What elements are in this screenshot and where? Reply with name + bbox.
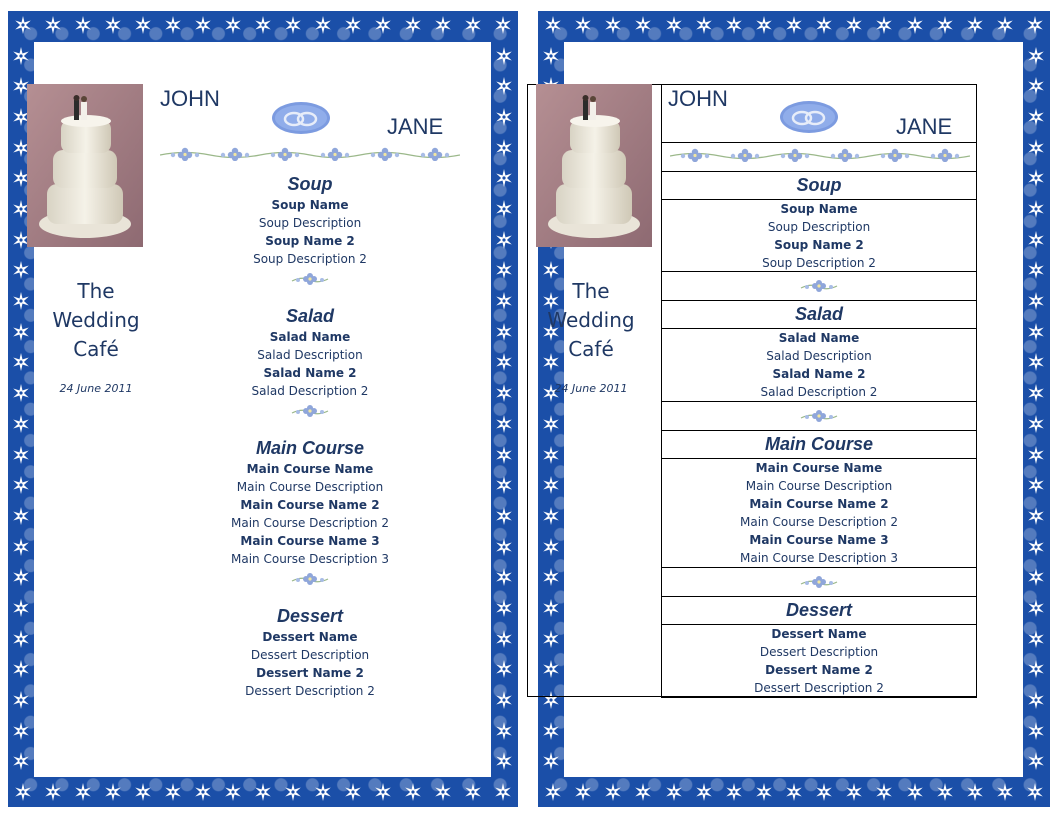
dish-name: Dessert Name 2 [256, 666, 364, 680]
flower-separator [662, 402, 976, 430]
table-cell-section-title [661, 300, 977, 329]
forget-me-not-icon [290, 404, 330, 418]
menu-list-left [160, 172, 460, 700]
star-icon [633, 782, 653, 802]
star-icon [11, 721, 31, 741]
star-icon [494, 260, 514, 280]
dish-description: Main Course Description 2 [231, 516, 389, 530]
dish-name: Soup Name [780, 202, 858, 216]
star-icon [664, 782, 684, 802]
star-icon [814, 782, 834, 802]
star-icon [494, 690, 514, 710]
flower-separator [160, 568, 460, 590]
star-icon [433, 782, 453, 802]
star-icon [724, 15, 744, 35]
star-icon [603, 15, 623, 35]
dish-description: Main Course Description [236, 480, 384, 494]
star-icon [343, 782, 363, 802]
forget-me-not-icon [799, 279, 839, 293]
dish-name: Dessert Name [262, 630, 358, 644]
star-icon [573, 15, 593, 35]
star-icon [1026, 751, 1046, 771]
star-icon [494, 352, 514, 372]
star-icon [494, 721, 514, 741]
section-title: Soup [287, 174, 333, 194]
venue-block [41, 277, 151, 395]
dish-description: Dessert Description [759, 645, 879, 659]
section-title: Salad [285, 306, 335, 326]
flower-separator [662, 272, 976, 300]
star-icon [494, 138, 514, 158]
star-icon [133, 782, 153, 802]
bride-name: JANE [387, 114, 444, 139]
star-icon [283, 782, 303, 802]
star-icon [494, 598, 514, 618]
table-cell-section-title [661, 596, 977, 625]
forget-me-not-icon [290, 272, 330, 286]
star-icon [11, 659, 31, 679]
star-icon [11, 291, 31, 311]
section-title: Main Course [764, 434, 874, 454]
star-icon [133, 15, 153, 35]
star-icon [494, 383, 514, 403]
star-icon [253, 782, 273, 802]
star-icon [573, 782, 593, 802]
dish-name: Salad Name [778, 331, 860, 345]
venue-line-1: The [77, 279, 115, 303]
venue-line-3: Café [568, 337, 614, 361]
star-icon [13, 15, 33, 35]
star-icon [874, 15, 894, 35]
star-icon [543, 15, 563, 35]
dish-name: Main Course Name [246, 462, 374, 476]
forget-me-not-icon [931, 149, 959, 162]
star-icon [193, 15, 213, 35]
star-icon [163, 782, 183, 802]
star-icon [1025, 782, 1045, 802]
star-icon [494, 291, 514, 311]
star-icon [1026, 138, 1046, 158]
star-icon [11, 383, 31, 403]
dish-description: Main Course Description 3 [740, 551, 898, 565]
section-title: Dessert [785, 600, 853, 620]
dish-description: Salad Description [766, 349, 872, 363]
star-icon [494, 751, 514, 771]
star-icon [103, 782, 123, 802]
star-icon [1026, 168, 1046, 188]
star-icon [1026, 445, 1046, 465]
star-icon [1026, 230, 1046, 250]
star-icon [754, 15, 774, 35]
star-icon [784, 782, 804, 802]
flower-separator [160, 268, 460, 290]
star-icon [494, 506, 514, 526]
star-icon [541, 46, 561, 66]
table-cell-separator [661, 271, 977, 301]
table-cell-separator [661, 567, 977, 597]
star-icon [905, 15, 925, 35]
flower-separator [662, 568, 976, 596]
star-icon [11, 445, 31, 465]
star-icon [935, 782, 955, 802]
star-icon [494, 46, 514, 66]
dish-description: Main Course Description [745, 479, 893, 493]
dish-description: Soup Description [767, 220, 871, 234]
dish-name: Salad Name 2 [263, 366, 357, 380]
star-icon [1026, 199, 1046, 219]
star-icon [1026, 291, 1046, 311]
forget-me-not-icon [799, 575, 839, 589]
star-icon [11, 751, 31, 771]
wedding-cake-photo [27, 84, 143, 247]
star-icon [403, 782, 423, 802]
star-icon [541, 751, 561, 771]
star-icon [905, 782, 925, 802]
table-cell-items [661, 328, 977, 402]
star-icon [103, 15, 123, 35]
dish-name: Soup Name [271, 198, 349, 212]
flower-separator [160, 400, 460, 422]
star-icon [814, 15, 834, 35]
star-icon [13, 782, 33, 802]
star-icon [193, 782, 213, 802]
star-icon [1025, 15, 1045, 35]
star-icon [223, 15, 243, 35]
dish-description: Soup Description 2 [762, 256, 876, 270]
dish-name: Main Course Name [755, 461, 883, 475]
forget-me-not-icon [681, 149, 709, 162]
forget-me-not-icon [421, 148, 449, 161]
star-icon [494, 414, 514, 434]
forget-me-not-icon [799, 409, 839, 423]
flower-vine-decoration [160, 147, 460, 161]
dish-description: Dessert Description 2 [245, 684, 375, 698]
dish-description: Dessert Description [250, 648, 370, 662]
dish-name: Dessert Name [771, 627, 867, 641]
forget-me-not-icon [371, 148, 399, 161]
star-icon [463, 782, 483, 802]
star-icon [494, 567, 514, 587]
dish-name: Main Course Name 2 [749, 497, 889, 511]
star-icon [874, 782, 894, 802]
groom-name: JOHN [160, 86, 220, 111]
star-icon [373, 15, 393, 35]
star-icon [493, 782, 513, 802]
event-date: 24 June 2011 [554, 382, 628, 395]
star-icon [343, 15, 363, 35]
star-icon [1026, 629, 1046, 649]
star-icon [1026, 690, 1046, 710]
dish-name: Salad Name 2 [772, 367, 866, 381]
star-icon [73, 15, 93, 35]
forget-me-not-icon [731, 149, 759, 162]
star-icon [313, 782, 333, 802]
forget-me-not-icon [171, 148, 199, 161]
table-cell-items [661, 458, 977, 568]
star-icon [965, 782, 985, 802]
star-icon [11, 567, 31, 587]
venue-block [536, 277, 646, 395]
dish-description: Main Course Description 2 [740, 515, 898, 529]
star-icon [493, 15, 513, 35]
star-icon [43, 15, 63, 35]
star-icon [1026, 352, 1046, 372]
dish-description: Soup Description 2 [253, 252, 367, 266]
star-icon [11, 352, 31, 372]
star-icon [694, 782, 714, 802]
star-icon [494, 199, 514, 219]
wedding-cake-photo [536, 84, 652, 247]
star-icon [223, 782, 243, 802]
dish-name: Salad Name [269, 330, 351, 344]
star-icon [1026, 46, 1046, 66]
star-icon [11, 598, 31, 618]
star-icon [253, 15, 273, 35]
star-icon [1026, 414, 1046, 434]
star-icon [1026, 506, 1046, 526]
star-icon [494, 475, 514, 495]
forget-me-not-icon [271, 148, 299, 161]
star-icon [313, 15, 333, 35]
star-icon [11, 475, 31, 495]
forget-me-not-icon [290, 572, 330, 586]
flower-vine-decoration [670, 148, 970, 162]
wedding-rings-icon [779, 100, 839, 134]
star-icon [11, 629, 31, 649]
star-icon [965, 15, 985, 35]
star-icon [1026, 107, 1046, 127]
star-icon [11, 46, 31, 66]
star-icon [543, 782, 563, 802]
star-icon [11, 260, 31, 280]
star-icon [163, 15, 183, 35]
star-icon [844, 15, 864, 35]
star-icon [494, 76, 514, 96]
star-icon [1026, 475, 1046, 495]
star-icon [73, 782, 93, 802]
star-icon [11, 506, 31, 526]
star-icon [664, 15, 684, 35]
forget-me-not-icon [321, 148, 349, 161]
table-cell-items [661, 199, 977, 272]
star-icon [433, 15, 453, 35]
dish-description: Main Course Description 3 [231, 552, 389, 566]
star-icon [373, 782, 393, 802]
star-icon [1026, 537, 1046, 557]
wedding-rings-icon [271, 101, 331, 135]
star-icon [494, 230, 514, 250]
star-icon [494, 629, 514, 649]
table-cell-separator [661, 401, 977, 431]
star-icon [1026, 721, 1046, 741]
bride-name: JANE [896, 114, 953, 139]
star-icon [1026, 383, 1046, 403]
star-icon [1026, 76, 1046, 96]
table-cell-section-title [661, 430, 977, 459]
dish-name: Soup Name 2 [265, 234, 355, 248]
star-icon [494, 537, 514, 557]
venue-line-2: Wedding [547, 308, 635, 332]
star-icon [43, 782, 63, 802]
star-icon [995, 782, 1015, 802]
star-icon [995, 15, 1015, 35]
venue-line-1: The [572, 279, 610, 303]
star-icon [494, 107, 514, 127]
section-title: Dessert [276, 606, 344, 626]
star-icon [754, 782, 774, 802]
star-icon [1026, 322, 1046, 342]
star-icon [494, 659, 514, 679]
section-title: Main Course [255, 438, 365, 458]
star-icon [1026, 598, 1046, 618]
table-cell-items [661, 624, 977, 698]
dish-name: Soup Name 2 [774, 238, 864, 252]
star-icon [724, 782, 744, 802]
dish-description: Dessert Description 2 [754, 681, 884, 695]
star-icon [633, 15, 653, 35]
star-icon [1026, 659, 1046, 679]
dish-name: Main Course Name 3 [749, 533, 889, 547]
dish-name: Dessert Name 2 [765, 663, 873, 677]
star-icon [784, 15, 804, 35]
star-icon [403, 15, 423, 35]
star-icon [694, 15, 714, 35]
forget-me-not-icon [221, 148, 249, 161]
groom-name: JOHN [668, 86, 728, 111]
dish-name: Main Course Name 2 [240, 498, 380, 512]
venue-line-2: Wedding [52, 308, 140, 332]
star-icon [494, 445, 514, 465]
star-icon [844, 782, 864, 802]
star-icon [11, 414, 31, 434]
star-icon [494, 168, 514, 188]
dish-name: Main Course Name 3 [240, 534, 380, 548]
dish-description: Salad Description [257, 348, 363, 362]
dish-description: Salad Description 2 [251, 384, 369, 398]
star-icon [541, 721, 561, 741]
dish-description: Soup Description [258, 216, 362, 230]
star-icon [463, 15, 483, 35]
star-icon [935, 15, 955, 35]
dish-description: Salad Description 2 [760, 385, 878, 399]
star-icon [11, 690, 31, 710]
star-icon [494, 322, 514, 342]
table-cell-section-title [661, 171, 977, 200]
section-title: Salad [794, 304, 844, 324]
star-icon [283, 15, 303, 35]
star-icon [11, 537, 31, 557]
star-icon [1026, 567, 1046, 587]
star-icon [11, 322, 31, 342]
forget-me-not-icon [881, 149, 909, 162]
forget-me-not-icon [831, 149, 859, 162]
event-date: 24 June 2011 [59, 382, 133, 395]
section-title: Soup [796, 175, 842, 195]
star-icon [1026, 260, 1046, 280]
star-icon [603, 782, 623, 802]
forget-me-not-icon [781, 149, 809, 162]
venue-line-3: Café [73, 337, 119, 361]
